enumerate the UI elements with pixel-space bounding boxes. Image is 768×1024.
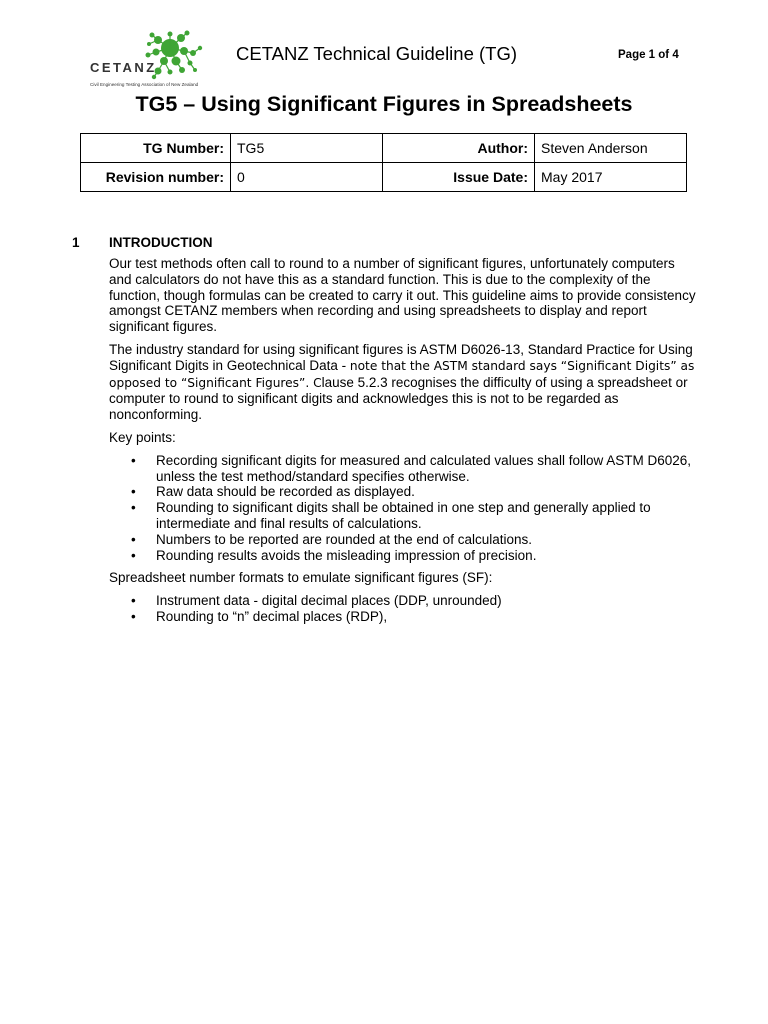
document-title: TG5 – Using Significant Figures in Spreadsheets <box>135 92 633 116</box>
tg-number-label: TG Number: <box>81 134 231 163</box>
list-item <box>109 609 699 625</box>
tg-number-value: TG5 <box>231 134 383 163</box>
list-item <box>109 532 699 548</box>
list-item-text: Rounding results avoids the misleading impression of precision. <box>156 547 537 563</box>
key-points-label: Key points: <box>109 429 176 445</box>
list-item <box>109 484 699 500</box>
list-item-text: Rounding to significant digits shall be obtained in one step and generally applied to intermediate and final results of calculations. <box>156 500 651 531</box>
formats-list <box>109 593 699 625</box>
header-title: CETANZ Technical Guideline (TG) <box>236 43 518 64</box>
issue-date-label: Issue Date: <box>383 163 535 192</box>
bullet-icon: • <box>131 531 136 547</box>
author-value: Steven Anderson <box>535 134 687 163</box>
list-item-text: Recording significant digits for measured and calculated values shall follow ASTM D6026, unless the test method/standard specifies otherwise. <box>156 452 692 484</box>
metadata-table <box>80 133 687 192</box>
bullet-icon: • <box>131 593 136 609</box>
issue-date-value: May 2017 <box>535 163 687 192</box>
list-item <box>109 548 699 564</box>
formats-label: Spreadsheet number formats to emulate significant figures (SF): <box>109 570 493 586</box>
list-item-text: Rounding to “n” decimal places (RDP), <box>156 608 388 624</box>
section-number: 1 <box>72 235 80 250</box>
bullet-icon: • <box>131 484 136 500</box>
logo-subtitle: Civil Engineering Testing Association of New Zealand <box>90 82 199 87</box>
list-item <box>109 593 699 609</box>
cetanz-logo <box>86 30 226 90</box>
list-item-text: Raw data should be recorded as displayed. <box>156 484 415 500</box>
paragraph-segment: lause 5.2.3 recognises the difficulty of using a spreadsheet or computer to round to significant digits and acknowledges this is not to be regarded as nonconforming. <box>109 374 688 423</box>
paragraph-segment: The industry standard for using significant figures is ASTM D6026-13, Standard Practice for Using Significant Digits in Geotechnical Data - <box>109 341 693 373</box>
list-item-text: Instrument data - digital decimal places (DDP, unrounded) <box>156 593 502 609</box>
page-indicator: Page 1 of 4 <box>618 49 679 61</box>
astm-note: note that the ASTM standard says “Significant Digits” as opposed to “Significant Figures”. C <box>109 358 695 390</box>
section-heading: INTRODUCTION <box>109 235 213 250</box>
list-item <box>109 500 699 532</box>
author-label: Author: <box>383 134 535 163</box>
bullet-icon: • <box>131 452 136 468</box>
bullet-icon: • <box>131 500 136 516</box>
revision-number-value: 0 <box>231 163 383 192</box>
bullet-icon: • <box>131 547 136 563</box>
metadata-row <box>81 163 687 192</box>
section-body <box>109 256 699 632</box>
revision-number-label: Revision number: <box>81 163 231 192</box>
key-points-list <box>109 453 699 564</box>
intro-paragraph: Our test methods often call to round to a number of significant figures, unfortunately computers and calculators do not have this as a standard function. This is due to the complexity of the function, though formulas can be created to carry it out. This guideline aims to provide consistency amongst CETANZ members when recording and using spreadsheets to display and report significant figures. <box>109 256 696 335</box>
metadata-row <box>81 134 687 163</box>
list-item-text: Numbers to be reported are rounded at the end of calculations. <box>156 531 532 547</box>
logo-wordmark: CETANZ <box>90 60 157 75</box>
industry-standard-paragraph <box>109 342 699 423</box>
bullet-icon: • <box>131 608 136 624</box>
list-item <box>109 453 699 485</box>
